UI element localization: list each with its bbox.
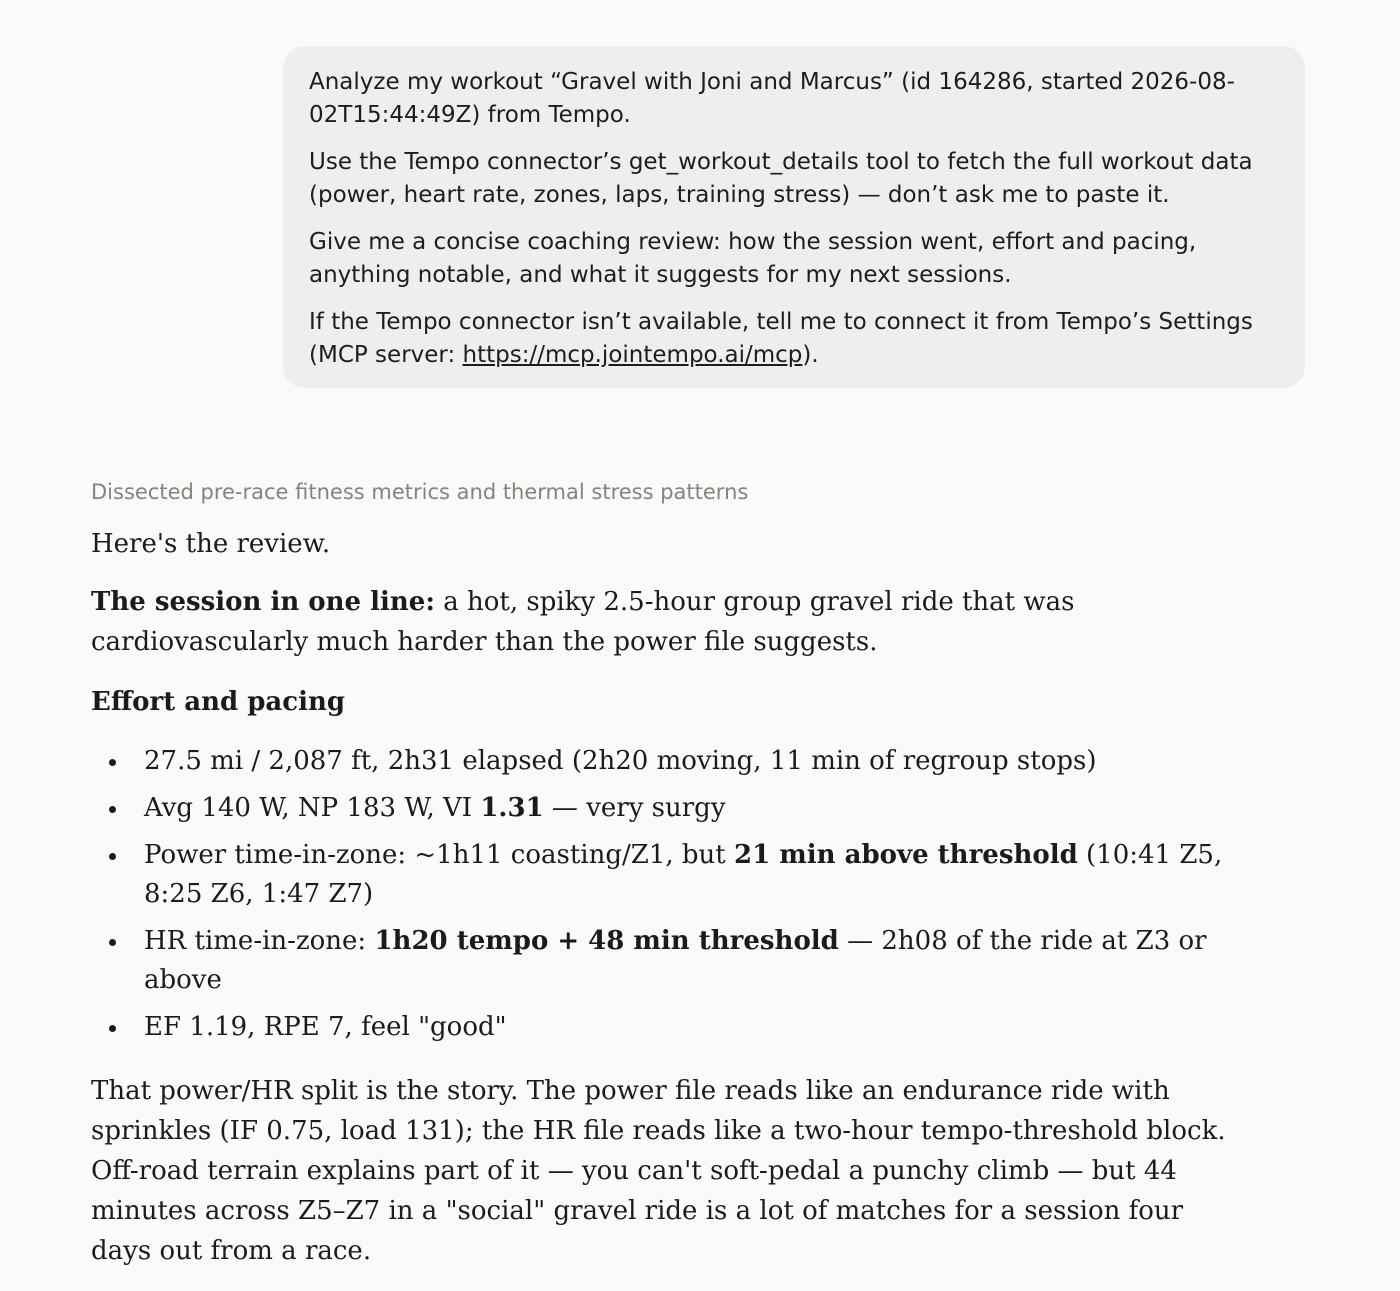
list-item: EF 1.19, RPE 7, feel "good" <box>144 1008 1241 1047</box>
effort-list <box>91 742 1241 1047</box>
response-summary <box>91 582 1241 662</box>
list-item-text: HR time-in-zone: <box>144 926 375 956</box>
list-item-text: — very surgy <box>543 793 726 823</box>
user-message-paragraph: Analyze my workout “Gravel with Joni and Marcus” (id 164286, started 2026-08-02T15:44:49Z) from Tempo. <box>309 69 1235 128</box>
list-item-emphasis: 21 min above threshold <box>734 840 1078 870</box>
section-heading: Effort and pacing <box>91 687 346 717</box>
list-item-text: (10:41 Z5, 8:25 Z6, 1:47 Z7) <box>144 840 1223 909</box>
list-item: 27.5 mi / 2,087 ft, 2h31 elapsed (2h20 moving, 11 min of regroup stops) <box>144 742 1241 781</box>
list-item-text: Avg 140 W, NP 183 W, VI <box>144 793 481 823</box>
thinking-summary-toggle[interactable]: Dissected pre-race fitness metrics and thermal stress patterns <box>91 480 749 504</box>
list-item-text: — 2h08 of the ride at Z3 or above <box>144 926 1207 995</box>
user-message-paragraph: Use the Tempo connector’s get_workout_details tool to fetch the full workout data (power, heart rate, zones, laps, training stress) — don’t ask me to paste it. <box>309 149 1253 208</box>
response-closing-paragraph: That power/HR split is the story. The power file reads like an endurance ride with sprinkles (IF 0.75, load 131); the HR file reads like a two-hour tempo-threshold block. Off-road terrain explains part of it — you can't soft-pedal a punchy climb — but 44 minutes across Z5–Z7 in a "social" gravel ride is a lot of matches for a session four days out from a race. <box>91 1076 1226 1266</box>
list-item-text: Power time-in-zone: ~1h11 coasting/Z1, but <box>144 840 735 870</box>
user-message-paragraph: Give me a concise coaching review: how the session went, effort and pacing, anything notable, and what it suggests for my next sessions. <box>309 229 1197 288</box>
summary-label: The session in one line: <box>91 587 435 617</box>
assistant-response <box>91 524 1241 1291</box>
user-message-paragraph <box>309 306 1281 372</box>
list-item-emphasis: 1h20 tempo + 48 min threshold <box>374 926 839 956</box>
summary-text: a hot, spiky 2.5-hour group gravel ride that was cardiovascularly much harder than the power file suggests. <box>91 587 1075 657</box>
list-item <box>144 836 1241 914</box>
list-item <box>144 922 1241 1000</box>
user-message-text: If the Tempo connector isn’t available, tell me to connect it from Tempo’s Settings (MCP server: <box>309 309 1253 368</box>
mcp-server-link[interactable]: https://mcp.jointempo.ai/mcp <box>462 342 803 368</box>
user-message-bubble <box>283 46 1305 388</box>
list-item-emphasis: 1.31 <box>480 793 544 823</box>
response-intro: Here's the review. <box>91 529 331 559</box>
user-message-text: ). <box>802 342 819 368</box>
list-item <box>144 789 1241 828</box>
